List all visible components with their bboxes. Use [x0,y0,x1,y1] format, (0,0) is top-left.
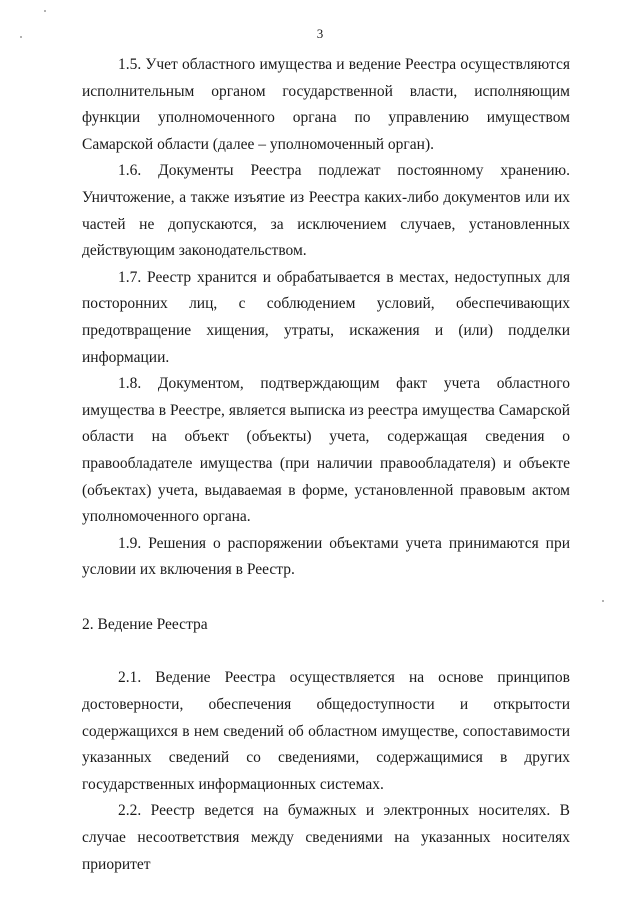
scan-speck [44,10,46,12]
paragraph-1-6: 1.6. Документы Реестра подлежат постоянному хранению. Уничтожение, а также изъятие из Реестра каких-либо документов или их частей не допускаются, за исключением случаев, установленных действующим законодательством. [82,162,570,260]
paragraph-2-2: 2.2. Реестр ведется на бумажных и электронных носителях. В случае несоответствия между сведениями на указанных носителях приоритет [82,802,570,873]
page-number: 3 [316,26,324,41]
document-body [82,52,570,878]
paragraph-1-9: 1.9. Решения о распоряжении объектами учета принимаются при условии их включения в Реестр. [82,534,570,579]
paragraph-1-7: 1.7. Реестр хранится и обрабатывается в местах, недоступных для посторонних лиц, с соблюдением условий, обеспечивающих предотвращение хищения, утраты, искажения и (или) подделки информации. [82,268,570,366]
paragraph-2-1: 2.1. Ведение Реестра осуществляется на основе принципов достоверности, обеспечения общедоступности и открытости содержащихся в нем сведений об областном имуществе, сопоставимости указанных сведений со сведениями, содержащимися в других государственных информационных системах. [82,669,570,793]
paragraph-1-5: 1.5. Учет областного имущества и ведение Реестра осуществляются исполнительным органом государственной власти, исполняющим функции уполномоченного органа по управлению имуществом Самарской области (далее – уполномоченный орган). [82,56,570,153]
section-heading: 2. Ведение Реестра [82,615,208,633]
scan-speck [602,600,604,602]
paragraph-1-8: 1.8. Документом, подтверждающим факт учета областного имущества в Реестре, является выписка из реестра имущества Самарской области на объект (объекты) учета, содержащая сведения о правообладателе имущества (при наличии правообладателя) и объекте (объектах) учета, выдаваемая в форме, установленной правовым актом уполномоченного органа. [82,375,570,526]
